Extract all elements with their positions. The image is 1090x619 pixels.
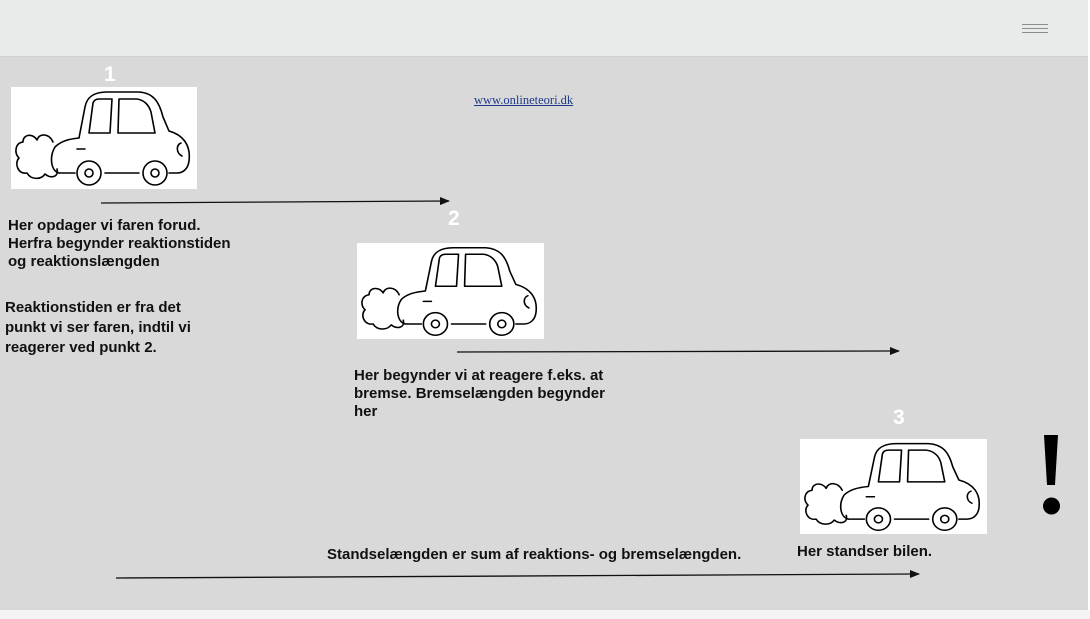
car-icon: [357, 243, 544, 339]
reaction-note-line: Reaktionstiden er fra det: [5, 299, 181, 316]
step-1-description: [8, 217, 231, 271]
bottom-divider: [0, 610, 1090, 619]
step-2-line: her: [354, 403, 378, 420]
step-2-description: [354, 367, 605, 421]
step-number-2: 2: [448, 207, 460, 230]
car-image-3: [800, 439, 987, 534]
exclamation-icon: [1038, 433, 1066, 517]
stopping-note-text: Standselængden er sum af reaktions- og bremselængden.: [327, 546, 742, 563]
step-number-1: 1: [104, 63, 116, 86]
car-icon: [800, 439, 987, 534]
car-image-2: [357, 243, 544, 339]
car-icon: [11, 87, 197, 189]
step-3-description: [797, 543, 932, 561]
top-bar: [0, 0, 1088, 57]
step-1-line: Her opdager vi faren forud.: [8, 217, 201, 234]
step-1-line: og reaktionslængden: [8, 253, 160, 270]
step-number-3: 3: [893, 406, 905, 429]
reaction-note-line: punkt vi ser faren, indtil vi: [5, 319, 191, 336]
car-image-1: [11, 87, 197, 189]
step-1-line: Herfra begynder reaktionstiden: [8, 235, 231, 252]
reaction-time-note: [5, 298, 191, 358]
stopping-distance-note: [327, 546, 741, 564]
step-2-line: Her begynder vi at reagere f.eks. at: [354, 367, 604, 384]
hamburger-menu-icon[interactable]: [1018, 20, 1052, 38]
reaction-note-line: reagerer ved punkt 2.: [5, 339, 157, 356]
step-2-line: bremse. Bremselængden begynder: [354, 385, 605, 402]
onlineteori-link[interactable]: www.onlineteori.dk: [474, 93, 574, 107]
step-3-line: Her standser bilen.: [797, 543, 933, 560]
